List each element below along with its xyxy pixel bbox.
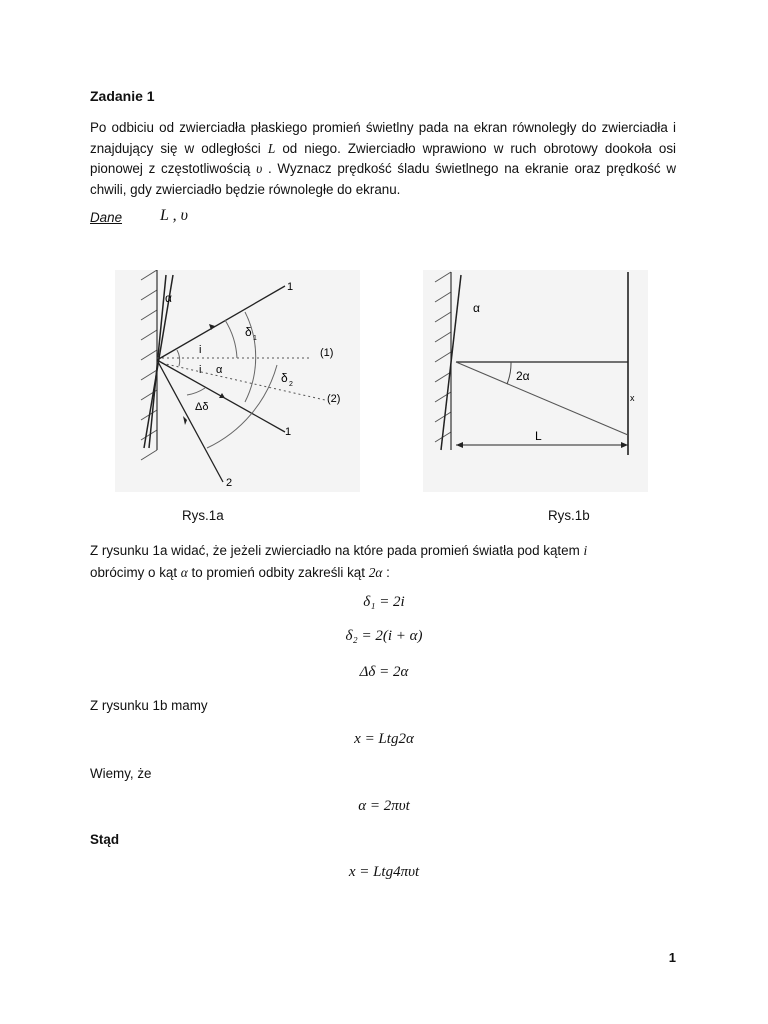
fig-a-delta2-sub: 2 (289, 381, 293, 388)
equation-4: x = Ltg2α (354, 731, 414, 747)
equation-3: Δδ = 2α (359, 664, 409, 680)
var-alpha: α (180, 565, 188, 580)
problem-statement (90, 118, 676, 200)
explanation-text-1: Z rysunku 1a widać, że jeżeli zwierciadło na które pada promień światła pod kątem (90, 543, 584, 558)
heading-hence: Stąd (90, 832, 120, 847)
given-label: Dane (90, 210, 123, 225)
fig-b-x: x (630, 393, 635, 403)
fig-a-alpha-top: α (165, 291, 172, 305)
caption-1b: Rys.1b (548, 508, 590, 523)
problem-text-1: Po odbiciu od zwierciadła płaskiego promień świetlny pada na ekran równoległy do zwierciadła i znajdujący się w odległości (90, 120, 676, 156)
given-values: L , υ (160, 207, 188, 224)
equation-6: x = Ltg4πυt (348, 864, 420, 880)
fig-a-delta1: δ (245, 325, 252, 339)
explanation (90, 540, 676, 584)
equation-1: δ₁ = 2i (363, 594, 405, 610)
caption-1a: Rys.1a (182, 508, 224, 523)
fig-a-line1-label: (1) (320, 347, 334, 359)
fig-a-delta-delta: Δδ (195, 401, 209, 413)
equation-2: δ₂ = 2(i + α) (345, 628, 423, 644)
fig-a-i-lower: i (199, 364, 202, 376)
var-L: L (267, 140, 276, 156)
var-2alpha: 2α (368, 565, 383, 580)
figure-1b (423, 270, 648, 492)
fig-b-two-alpha: 2α (516, 369, 530, 383)
fig-a-alpha-mid: α (216, 364, 223, 376)
fig-a-delta1-sub: 1 (253, 335, 257, 342)
explanation-text-4: : (382, 565, 390, 580)
fig-a-line2-label: (2) (327, 393, 341, 405)
fig-a-ray2-end: 2 (226, 477, 233, 489)
fig-b-alpha: α (473, 301, 480, 315)
var-nu: υ (256, 161, 263, 176)
figure-1a (115, 270, 360, 492)
equation-5: α = 2πυt (358, 798, 410, 814)
fig-a-ray1-lower-end: 1 (285, 426, 292, 438)
page-title: Zadanie 1 (90, 88, 155, 104)
fig-a-i-upper: i (199, 344, 202, 356)
fig-a-delta2: δ (281, 371, 288, 385)
heading-we-know: Wiemy, że (90, 766, 152, 781)
fig-b-L: L (535, 429, 542, 443)
explanation-text-2: obrócimy o kąt (90, 565, 181, 580)
var-i: i (583, 543, 588, 558)
heading-from-1b: Z rysunku 1b mamy (90, 698, 208, 713)
problem-text-2: od niego. Zwierciadło wprawiono w ruch obrotowy dookoła osi pionowej z częstotliwością (90, 140, 676, 176)
explanation-text-3: to promień odbity zakreśli kąt (187, 565, 369, 580)
problem-text-3: . Wyznacz prędkość śladu świetlnego na ekranie oraz prędkość w chwili, gdy zwierciadło będzie równoległe do ekranu. (90, 161, 677, 197)
fig-a-ray1-end: 1 (287, 281, 294, 293)
page-number: 1 (668, 950, 676, 965)
